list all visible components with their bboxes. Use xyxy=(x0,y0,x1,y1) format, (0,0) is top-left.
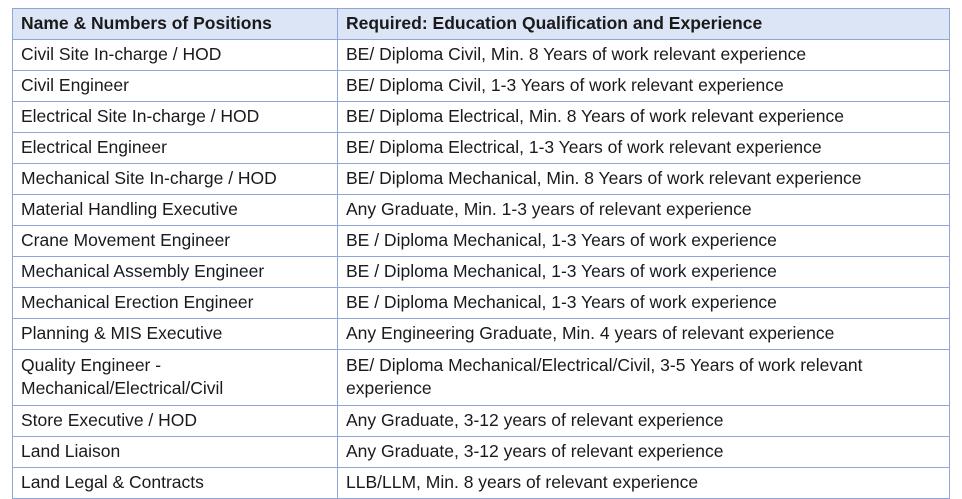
table-row xyxy=(13,226,950,257)
table-row xyxy=(13,257,950,288)
table-row xyxy=(13,406,950,437)
table-body xyxy=(13,40,950,499)
positions-table xyxy=(12,8,950,499)
table-row xyxy=(13,319,950,350)
position-cell: Mechanical Assembly Engineer xyxy=(13,257,338,288)
position-cell: Store Executive / HOD xyxy=(13,406,338,437)
qualification-cell: BE/ Diploma Electrical, Min. 8 Years of work relevant experience xyxy=(338,102,950,133)
position-cell: Land Legal & Contracts xyxy=(13,468,338,499)
table-row xyxy=(13,40,950,71)
qualification-cell: BE/ Diploma Mechanical, Min. 8 Years of work relevant experience xyxy=(338,164,950,195)
qualification-cell: BE/ Diploma Civil, 1-3 Years of work relevant experience xyxy=(338,71,950,102)
table-row xyxy=(13,71,950,102)
table-row xyxy=(13,195,950,226)
header-row xyxy=(13,9,950,40)
qualification-cell: Any Graduate, 3-12 years of relevant experience xyxy=(338,437,950,468)
table-header xyxy=(13,9,950,40)
position-cell: Mechanical Site In-charge / HOD xyxy=(13,164,338,195)
position-cell: Electrical Site In-charge / HOD xyxy=(13,102,338,133)
table-row xyxy=(13,350,950,406)
qualification-cell: LLB/LLM, Min. 8 years of relevant experience xyxy=(338,468,950,499)
header-qualification: Required: Education Qualification and Experience xyxy=(338,9,950,40)
qualification-cell: BE/ Diploma Mechanical/Electrical/Civil, 3-5 Years of work relevant experience xyxy=(338,350,950,406)
table-row xyxy=(13,164,950,195)
table-row xyxy=(13,102,950,133)
position-cell: Planning & MIS Executive xyxy=(13,319,338,350)
table-row xyxy=(13,468,950,499)
qualification-cell: BE/ Diploma Civil, Min. 8 Years of work relevant experience xyxy=(338,40,950,71)
table-row xyxy=(13,288,950,319)
qualification-cell: BE/ Diploma Electrical, 1-3 Years of work relevant experience xyxy=(338,133,950,164)
position-cell: Electrical Engineer xyxy=(13,133,338,164)
qualification-cell: BE / Diploma Mechanical, 1-3 Years of work experience xyxy=(338,226,950,257)
position-cell: Material Handling Executive xyxy=(13,195,338,226)
position-cell: Civil Engineer xyxy=(13,71,338,102)
position-cell: Crane Movement Engineer xyxy=(13,226,338,257)
header-position: Name & Numbers of Positions xyxy=(13,9,338,40)
table-row xyxy=(13,133,950,164)
positions-table-container xyxy=(12,8,949,499)
qualification-cell: Any Engineering Graduate, Min. 4 years of relevant experience xyxy=(338,319,950,350)
position-cell: Mechanical Erection Engineer xyxy=(13,288,338,319)
position-cell: Civil Site In-charge / HOD xyxy=(13,40,338,71)
table-row xyxy=(13,437,950,468)
position-cell: Quality Engineer - Mechanical/Electrical/Civil xyxy=(13,350,338,406)
qualification-cell: Any Graduate, Min. 1-3 years of relevant experience xyxy=(338,195,950,226)
qualification-cell: BE / Diploma Mechanical, 1-3 Years of work experience xyxy=(338,288,950,319)
position-cell: Land Liaison xyxy=(13,437,338,468)
qualification-cell: BE / Diploma Mechanical, 1-3 Years of work experience xyxy=(338,257,950,288)
qualification-cell: Any Graduate, 3-12 years of relevant experience xyxy=(338,406,950,437)
